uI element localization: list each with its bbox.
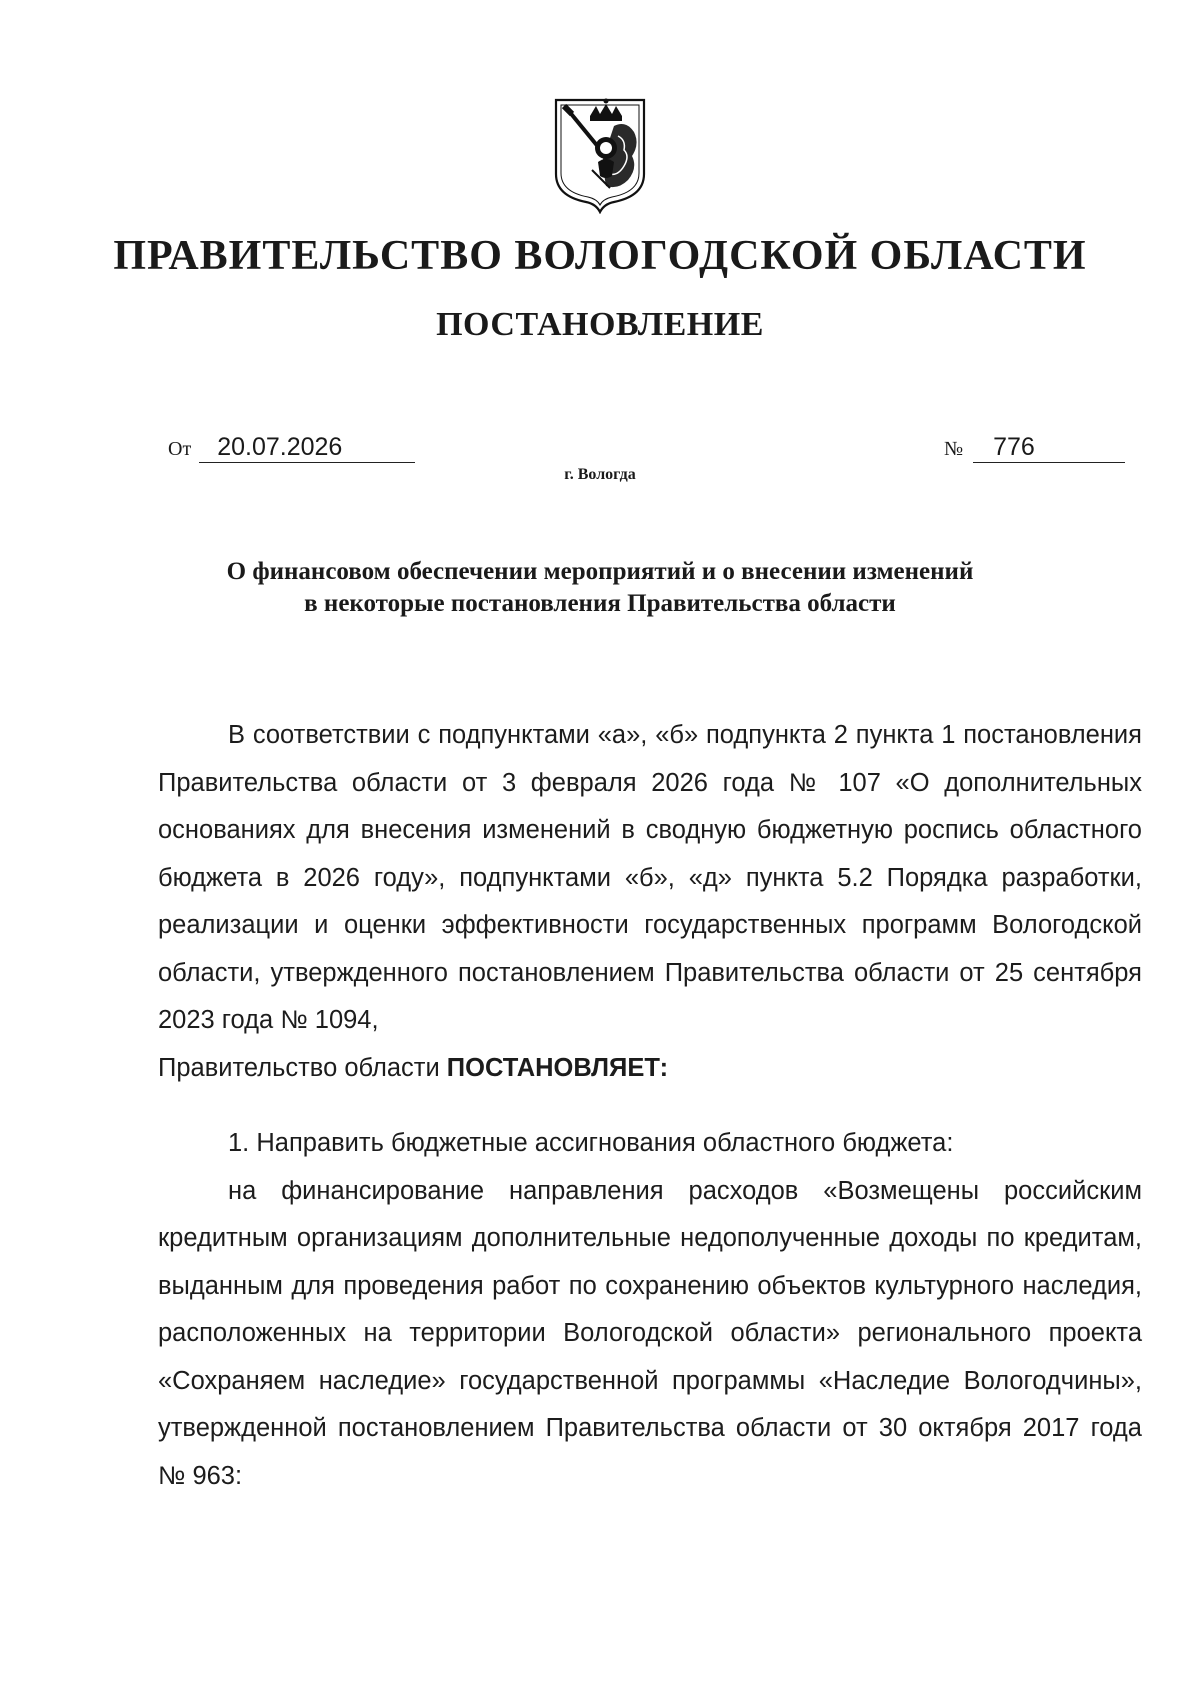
document-type-title: ПОСТАНОВЛЕНИЕ bbox=[436, 306, 764, 343]
resolution-prefix: Правительство области bbox=[158, 1053, 447, 1082]
city-label: г. Вологда bbox=[564, 466, 636, 483]
subject-line-1: О финансовом обеспечении мероприятий и о внесении изменений bbox=[226, 558, 974, 585]
document-body bbox=[158, 712, 1142, 1500]
document-subject bbox=[150, 556, 1050, 620]
subject-line-2: в некоторые постановления Правительства области bbox=[304, 590, 896, 617]
item-1-heading: 1. Направить бюджетные ассигнования областного бюджета: bbox=[228, 1129, 954, 1157]
preamble-paragraph: В соответствии с подпунктами «а», «б» подпункта 2 пункта 1 постановления Правительства области от 3 февраля 2026 года № 107 «О дополнительных основаниях для внесения изменений в сводную бюджетную роспись областного бюджета в 2026 году», подпунктами «б», «д» пункта 5.2 Порядка разработки, реализации и оценки эффективности государственных программ Вологодской области, утвержденного постановлением Правительства области от 25 сентября 2023 года № 1094, bbox=[158, 721, 1142, 1034]
number-field bbox=[944, 432, 1125, 463]
government-title: ПРАВИТЕЛЬСТВО ВОЛОГОДСКОЙ ОБЛАСТИ bbox=[113, 233, 1087, 279]
number-label: № bbox=[944, 438, 964, 460]
number-value: 776 bbox=[973, 432, 1125, 463]
resolution-keyword: ПОСТАНОВЛЯЕТ: bbox=[446, 1053, 669, 1082]
date-value: 20.07.2026 bbox=[199, 432, 415, 463]
date-field bbox=[168, 432, 415, 463]
resolution-paragraph bbox=[158, 1045, 1142, 1093]
coat-of-arms-icon bbox=[552, 96, 648, 214]
date-label: От bbox=[168, 438, 192, 460]
item-1-paragraph: на финансирование направления расходов «Возмещены российским кредитным организациям дополнительные недополученные доходы по кредитам, выданным для проведения работ по сохранению объектов культурного наследия, расположенных на территории Вологодской области» регионального проекта «Сохраняем наследие» государственной программы «Наследие Вологодчины», утвержденной постановлением Правительства области от 30 октября 2017 года № 963: bbox=[158, 1176, 1142, 1490]
